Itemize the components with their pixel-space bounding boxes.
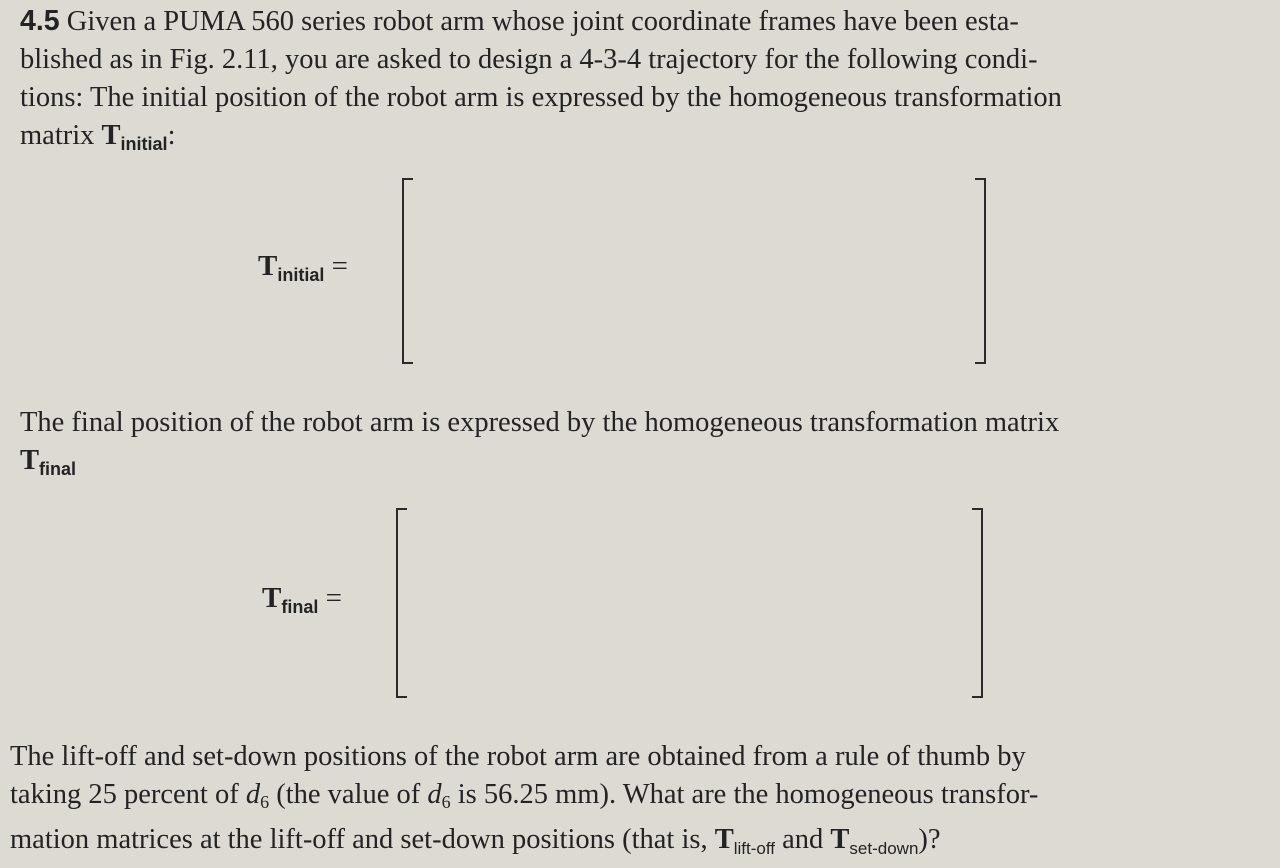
t-initial-symbol: T (101, 120, 121, 151)
t-final-symbol: T (20, 445, 40, 476)
problem-number: 4.5 (20, 5, 60, 37)
closing-line-1: The lift-off and set-down positions of the robot arm are obtained from a rule of thumb by (10, 741, 1026, 772)
final-line-1: The final position of the robot arm is expressed by the homogeneous transformation matrix (20, 407, 1060, 438)
t-final-sub: final (39, 459, 77, 479)
final-position-text (20, 404, 1242, 488)
intro-line-2: blished as in Fig. 2.11, you are asked to design a 4-3-4 trajectory for the following condi- (20, 44, 1038, 75)
problem-intro (20, 2, 1242, 163)
intro-line-3: tions: The initial position of the robot arm is expressed by the homogeneous transformation (20, 82, 1062, 113)
t-initial-label: $T_{initial}$ = (258, 250, 348, 285)
t-initial-sub: initial (120, 134, 168, 154)
t-final-right-bracket (972, 508, 983, 698)
t-initial-left-bracket (402, 178, 413, 364)
closing-line-2: taking 25 percent of d6 (the value of d6 is 56.25 mm). What are the homogeneous transfor- (10, 779, 1039, 812)
final-line-2 (20, 442, 1242, 488)
intro-line-1: 4.5 Given a PUMA 560 series robot arm whose joint coordinate frames have been esta- (20, 5, 1019, 37)
closing-question (10, 738, 1246, 868)
intro-line-4: matrix $T_{initial}$: (20, 120, 176, 154)
t-initial-right-bracket (975, 178, 986, 364)
closing-line-3: mation matrices at the lift-off and set-down positions (that is, $T_{lift-off}$ and $T_{set-down}$)? (10, 824, 941, 858)
t-final-label: $T_{final}$ = (262, 582, 342, 617)
t-final-left-bracket (396, 508, 407, 698)
